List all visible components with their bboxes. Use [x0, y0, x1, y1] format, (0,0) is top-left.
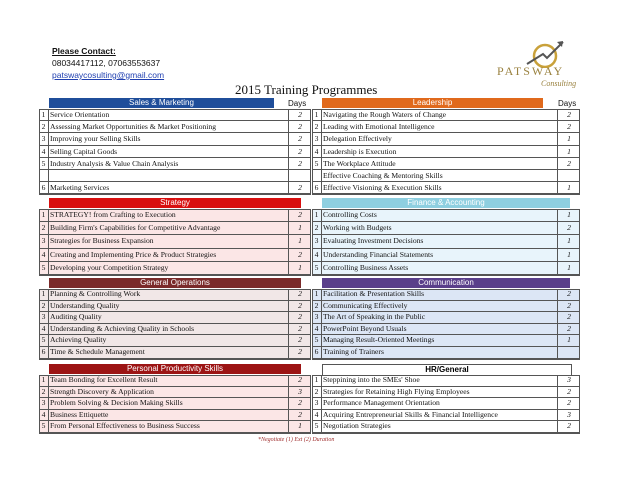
program-title: Planning & Controlling Work [50, 289, 141, 298]
program-title: Selling Capital Goods [50, 146, 118, 156]
program-title: Understanding Financial Statements [323, 249, 434, 259]
row-number: 2 [312, 222, 322, 234]
row-number: 6 [39, 182, 49, 193]
program-days: 1 [288, 235, 311, 247]
program-title: Creating and Implementing Price & Product Strategies [50, 249, 217, 259]
row-number: 4 [39, 146, 49, 157]
program-title: Acquiring Entrepreneurial Skills & Financial Intelligence [323, 409, 498, 419]
contact-phones: 08034417112, 07063553637 [52, 58, 161, 68]
program-row [312, 289, 580, 301]
program-title: Navigating the Rough Waters of Change [323, 110, 447, 119]
program-title: Managing Result-Oriented Meetings [323, 335, 435, 345]
program-row [312, 335, 580, 347]
program-row [39, 121, 311, 133]
section-header-operations: General Operations [49, 278, 301, 288]
program-days: 2 [557, 158, 580, 169]
program-row [39, 398, 311, 410]
program-days: 2 [557, 398, 580, 409]
program-row [39, 410, 311, 422]
program-row [312, 209, 580, 222]
program-title: Achieving Quality [50, 335, 107, 345]
row-number: 5 [39, 262, 49, 274]
program-row [39, 249, 311, 262]
section-header-finance: Finance & Accounting [322, 198, 570, 208]
program-days: 2 [288, 375, 311, 386]
program-days: 2 [557, 387, 580, 398]
row-number: 5 [39, 158, 49, 169]
program-row [312, 222, 580, 235]
row-number [312, 170, 322, 181]
program-title: STRATEGY! from Crafting to Execution [50, 210, 176, 219]
program-days: 2 [288, 312, 311, 323]
program-days: 2 [557, 121, 580, 132]
program-title: The Art of Speaking in the Public [323, 312, 426, 322]
row-number: 4 [39, 249, 49, 261]
program-row [39, 301, 311, 313]
program-row [39, 158, 311, 170]
row-number: 3 [39, 235, 49, 247]
row-number: 1 [312, 375, 322, 386]
program-row [39, 109, 311, 121]
program-title: Strength Discovery & Application [50, 386, 154, 396]
program-title: Auditing Quality [50, 312, 102, 322]
program-days [557, 170, 580, 181]
program-row [312, 158, 580, 170]
program-days: 2 [288, 109, 311, 120]
program-row [312, 170, 580, 182]
program-row [39, 347, 311, 359]
program-row [39, 209, 311, 222]
program-title: Performance Management Orientation [323, 398, 440, 408]
program-row [312, 262, 580, 275]
program-days [288, 170, 311, 181]
row-number: 4 [312, 410, 322, 421]
program-title: Facilitation & Presentation Skills [323, 289, 425, 298]
program-row [39, 235, 311, 248]
program-days: 2 [288, 249, 311, 261]
program-days: 3 [557, 410, 580, 421]
program-title: Communicating Effectively [323, 300, 408, 310]
program-days: 3 [557, 375, 580, 386]
program-title: Team Bonding for Excellent Result [50, 375, 158, 384]
program-days: 2 [557, 301, 580, 312]
program-row [39, 324, 311, 336]
program-title: Service Orientation [50, 110, 110, 119]
program-title: Effective Visioning & Execution Skills [323, 183, 442, 193]
row-number: 4 [312, 324, 322, 335]
program-title: Evaluating Investment Decisions [323, 236, 424, 246]
section-header-communication: Communication [322, 278, 570, 288]
program-title: Controlling Costs [323, 210, 377, 219]
program-days: 2 [288, 398, 311, 409]
program-days: 2 [288, 324, 311, 335]
row-number: 4 [312, 249, 322, 261]
program-title: Working with Budgets [323, 223, 392, 233]
program-title: From Personal Effectiveness to Business Success [50, 421, 200, 431]
program-days: 1 [557, 146, 580, 157]
program-title: Training of Trainers [323, 347, 384, 356]
program-row [312, 421, 580, 433]
program-days: 2 [557, 289, 580, 300]
program-title: The Workplace Attitude [323, 158, 396, 168]
row-number: 1 [312, 289, 322, 300]
program-days: 1 [557, 182, 580, 193]
program-days: 2 [557, 421, 580, 432]
section-header-hr: HR/General [322, 364, 572, 376]
row-number: 1 [312, 209, 322, 221]
program-row [312, 398, 580, 410]
program-row [312, 133, 580, 145]
row-number: 1 [39, 289, 49, 300]
section-header-strategy: Strategy [49, 198, 301, 208]
program-days: 2 [557, 222, 580, 234]
program-title: Understanding & Achieving Quality in Schools [50, 323, 195, 333]
program-row [39, 335, 311, 347]
program-days: 2 [557, 324, 580, 335]
program-row [39, 182, 311, 194]
row-number: 1 [312, 109, 322, 120]
program-title: Strategies for Business Expansion [50, 236, 154, 246]
row-number: 3 [39, 312, 49, 323]
program-days: 2 [288, 158, 311, 169]
program-title: Strategies for Retaining High Flying Employees [323, 386, 470, 396]
program-row [39, 387, 311, 399]
row-number: 5 [312, 421, 322, 432]
program-title: Improving your Selling Skills [50, 134, 141, 144]
row-number: 3 [312, 312, 322, 323]
program-row [39, 312, 311, 324]
contact-heading: Please Contact: [52, 46, 116, 56]
days-header-right: Days [558, 99, 577, 108]
row-number: 1 [39, 109, 49, 120]
program-days: 1 [288, 262, 311, 274]
row-number: 2 [39, 301, 49, 312]
program-days: 2 [288, 133, 311, 144]
program-title: Understanding Quality [50, 300, 120, 310]
program-row [312, 249, 580, 262]
row-number: 2 [39, 121, 49, 132]
program-days: 2 [288, 335, 311, 346]
row-number: 1 [39, 209, 49, 221]
page-title: 2015 Training Programmes [235, 82, 378, 97]
brand-sub: Consulting [541, 79, 577, 88]
program-row [312, 347, 580, 359]
program-title: Controlling Business Assets [323, 262, 409, 272]
program-row [39, 375, 311, 387]
program-row [39, 222, 311, 235]
program-title: Assessing Market Opportunities & Market Positioning [50, 122, 216, 132]
program-days: 2 [288, 289, 311, 300]
brand-name: PATSWAY [497, 64, 565, 78]
program-row [312, 324, 580, 336]
contact-email-link[interactable]: patswaycosulting@gmail.com [52, 70, 165, 80]
section-header-productivity: Personal Productivity Skills [49, 364, 301, 374]
program-days: 1 [557, 249, 580, 261]
row-number: 3 [312, 398, 322, 409]
row-number: 1 [39, 375, 49, 386]
program-title: Delegation Effectively [323, 134, 392, 144]
program-title: PowerPoint Beyond Usuals [323, 323, 407, 333]
row-number [39, 170, 49, 181]
program-row [312, 410, 580, 422]
row-number: 4 [39, 324, 49, 335]
row-number: 3 [312, 133, 322, 144]
program-row [312, 375, 580, 387]
program-days [557, 347, 580, 358]
program-days: 3 [288, 387, 311, 398]
program-days: 1 [557, 235, 580, 247]
program-days: 2 [557, 109, 580, 120]
program-days: 1 [557, 209, 580, 221]
program-row [312, 235, 580, 248]
program-title: Marketing Services [50, 183, 110, 193]
days-header-left: Days [288, 99, 307, 108]
program-days: 1 [557, 335, 580, 346]
program-row [39, 421, 311, 433]
program-title: Steppining into the SMEs' Shoe [323, 375, 420, 384]
program-days: 2 [288, 146, 311, 157]
program-title: Industry Analysis & Value Chain Analysis [50, 158, 179, 168]
program-row [39, 146, 311, 158]
row-number: 5 [39, 421, 49, 432]
program-row [39, 262, 311, 275]
program-row [39, 289, 311, 301]
program-days: 1 [557, 133, 580, 144]
row-number: 3 [39, 398, 49, 409]
program-title: Building Firm's Capabilities for Competitive Advantage [50, 223, 221, 233]
row-number: 6 [39, 347, 49, 358]
program-days: 2 [288, 301, 311, 312]
row-number: 2 [312, 121, 322, 132]
footnote: *Negotiate (1) Ext (2) Duration [258, 437, 335, 443]
program-days: 2 [288, 209, 311, 221]
program-row [312, 312, 580, 324]
program-days: 1 [288, 222, 311, 234]
program-title: Leadership is Execution [323, 146, 397, 156]
row-number: 5 [312, 158, 322, 169]
row-number: 6 [312, 347, 322, 358]
program-row [39, 133, 311, 145]
row-number: 6 [312, 182, 322, 193]
row-number: 2 [39, 222, 49, 234]
program-row [312, 182, 580, 194]
program-row [312, 301, 580, 313]
program-row [312, 387, 580, 399]
program-title: Negotiation Strategies [323, 421, 391, 431]
row-number: 5 [312, 335, 322, 346]
section-header-sales: Sales & Marketing [49, 98, 274, 108]
program-title: Effective Coaching & Mentoring Skills [323, 171, 443, 180]
row-number: 2 [312, 387, 322, 398]
row-number: 3 [39, 133, 49, 144]
program-title: Problem Solving & Decision Making Skills [50, 398, 183, 408]
program-title: Developing your Competition Strategy [50, 262, 169, 272]
row-number: 4 [39, 410, 49, 421]
program-days: 2 [288, 347, 311, 358]
contact-block [52, 45, 164, 81]
program-days: 2 [557, 312, 580, 323]
row-number: 5 [39, 335, 49, 346]
program-days: 2 [288, 182, 311, 193]
program-title: Time & Schedule Management [50, 347, 145, 356]
row-number: 4 [312, 146, 322, 157]
row-number: 5 [312, 262, 322, 274]
program-days: 1 [288, 421, 311, 432]
row-number: 2 [39, 387, 49, 398]
program-row [312, 121, 580, 133]
program-days: 1 [557, 262, 580, 274]
program-row [39, 170, 311, 182]
program-row [312, 146, 580, 158]
row-number: 3 [312, 235, 322, 247]
section-header-leadership: Leadership [322, 98, 543, 108]
program-title: Leading with Emotional Intelligence [323, 122, 435, 132]
program-title: Business Ettiquette [50, 409, 109, 419]
program-days: 2 [288, 410, 311, 421]
program-row [312, 109, 580, 121]
row-number: 2 [312, 301, 322, 312]
program-days: 2 [288, 121, 311, 132]
